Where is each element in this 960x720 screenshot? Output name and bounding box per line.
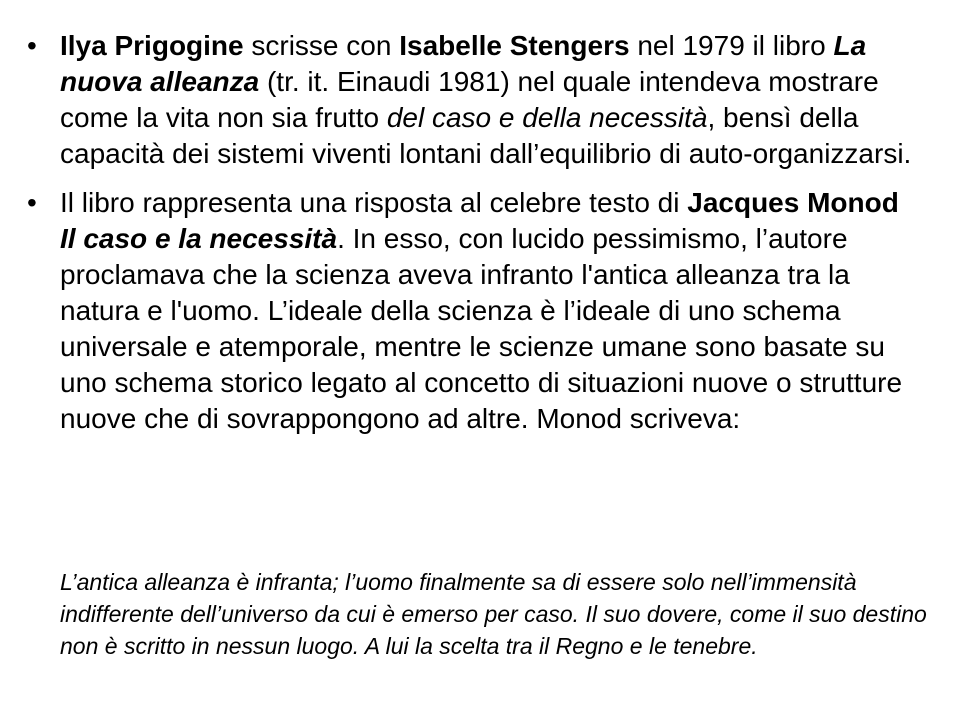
bullet-list bbox=[0, 28, 960, 450]
bullet-dot-icon: • bbox=[27, 30, 37, 61]
text-run: Il libro rappresenta una risposta al celebre testo di bbox=[60, 187, 688, 218]
author-name: Ilya Prigogine bbox=[60, 30, 244, 61]
bullet-item-prigogine bbox=[0, 28, 960, 172]
text-run: (tr. it. Einaudi 1981) nel quale intendeva mostrare come la vita non sia frutto bbox=[60, 66, 879, 133]
book-title: La nuova alleanza bbox=[60, 30, 867, 97]
author-name: Isabelle Stengers bbox=[399, 30, 630, 61]
text-run: nel 1979 il libro bbox=[629, 30, 834, 61]
text-run: scrisse con bbox=[243, 30, 400, 61]
text-run: , bensì della capacità dei sistemi viventi lontani dall’equilibrio di auto-organizzarsi. bbox=[60, 102, 912, 169]
italic-phrase: del caso e della necessità bbox=[386, 102, 708, 133]
monod-quote: L’antica alleanza è infranta; l’uomo finalmente sa di essere solo nell’immensità indifferente dell’universo da cui è emerso per caso. Il suo dovere, come il suo destino non è scritto in nessun luogo. A lui la scelta tra il Regno e le tenebre. bbox=[60, 569, 927, 659]
book-title: Il caso e la necessità bbox=[60, 223, 338, 254]
author-name: Jacques Monod bbox=[687, 187, 899, 218]
bullet-item-monod bbox=[0, 185, 960, 437]
text-run: . In esso, con lucido pessimismo, l’autore proclamava che la scienza aveva infranto l'antica alleanza tra la natura e l'uomo. L’ideale della scienza è l’ideale di uno schema universale e atemporale, mentre le scienze umane sono basate su uno schema storico legato al concetto di situazioni nuove o strutture nuove che di sovrappongono ad altre. Monod scriveva: bbox=[60, 223, 903, 434]
bullet-dot-icon: • bbox=[27, 187, 37, 218]
